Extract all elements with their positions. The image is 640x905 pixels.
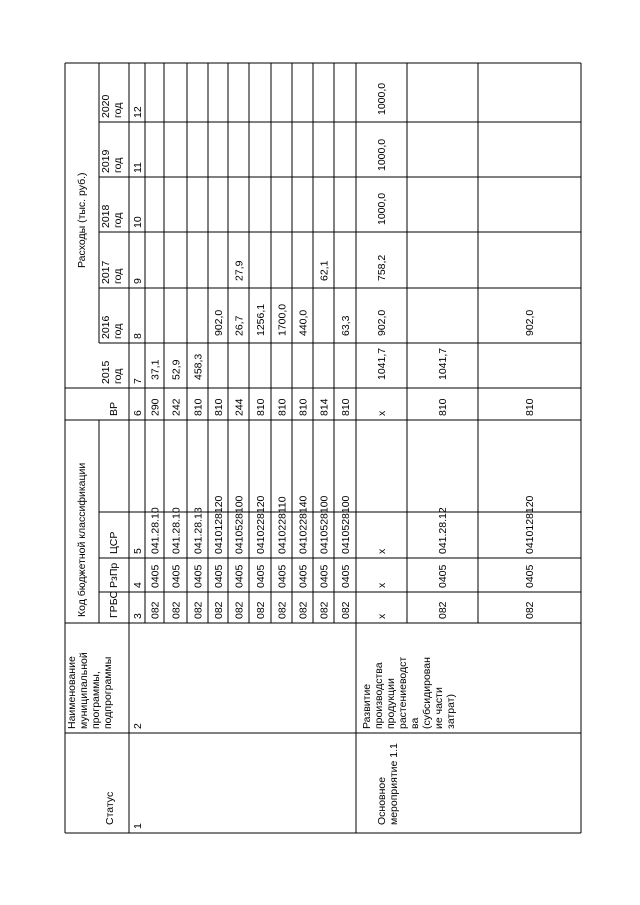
- amount-cell: 63,3: [340, 315, 352, 336]
- year-header: 2016: [100, 315, 112, 339]
- vr-cell: 810: [297, 398, 310, 416]
- rzpr-cell: 0405: [213, 564, 225, 588]
- amount-cell: 1041,7: [376, 347, 388, 380]
- year-header: 2020: [100, 94, 112, 118]
- year-header: год: [112, 323, 124, 339]
- grbs-cell: 082: [149, 601, 162, 619]
- grbs-cell: 082: [524, 601, 536, 619]
- csr-cell: 0410528100: [233, 495, 246, 554]
- csr-cell: 0410528100: [318, 495, 331, 554]
- year-header: год: [112, 368, 124, 384]
- code-group-header: Код бюджетной классификации: [76, 462, 88, 617]
- csr-cell: 0410128120: [213, 495, 225, 554]
- rzpr-cell: 0405: [149, 564, 162, 588]
- name-header: муниципальной: [78, 652, 90, 729]
- rzpr-cell: 0405: [437, 564, 449, 588]
- vr-cell: 810: [255, 398, 267, 416]
- amount-cell: 902,0: [376, 309, 388, 336]
- amount-cell: 62,1: [318, 260, 331, 281]
- grbs-cell: 082: [213, 601, 225, 619]
- column-number: 3: [132, 613, 144, 619]
- measure-status: мероприятие 1.1: [388, 743, 400, 825]
- rzpr-cell: 0405: [255, 564, 267, 588]
- expenses-group-header: Расходы (тыс. руб.): [76, 172, 88, 268]
- column-number: 9: [132, 278, 144, 284]
- year-header: 2015: [100, 360, 112, 384]
- grbs-cell: х: [376, 613, 388, 619]
- vr-cell: 814: [318, 398, 331, 416]
- csr-cell: 0410228110: [276, 496, 289, 554]
- rzpr-header: РзПр: [108, 562, 120, 588]
- grbs-cell: 082: [192, 601, 205, 619]
- vr-cell: 290: [149, 398, 162, 416]
- amount-cell: 902,0: [213, 309, 225, 336]
- rzpr-cell: 0405: [524, 564, 536, 588]
- year-header: год: [112, 268, 124, 284]
- amount-cell: 1700,0: [276, 303, 289, 336]
- grbs-cell: 082: [233, 601, 246, 619]
- grbs-cell: 082: [276, 601, 289, 619]
- rzpr-cell: 0405: [318, 564, 331, 588]
- csr-cell: 041.28.12: [437, 507, 449, 554]
- rzpr-cell: 0405: [233, 564, 246, 588]
- amount-cell: 440,0: [297, 309, 310, 336]
- rzpr-cell: 0405: [192, 564, 205, 588]
- year-header: 2017: [100, 260, 112, 284]
- name-header: Наименование: [66, 656, 78, 729]
- measure-name: затрат): [445, 694, 457, 729]
- rotated-table: [65, 63, 581, 833]
- vr-cell: 810: [524, 398, 536, 416]
- amount-cell: 1000,0: [376, 192, 388, 225]
- name-header: программы,: [90, 671, 102, 729]
- amount-cell: 26,7: [233, 315, 246, 336]
- csr-cell: 0410128120: [524, 495, 536, 554]
- vr-cell: 810: [340, 398, 352, 416]
- amount-cell: 1000,0: [376, 82, 388, 115]
- amount-cell: 458,3: [192, 353, 205, 380]
- column-number: 12: [132, 106, 144, 118]
- csr-cell: 0410228140: [297, 495, 310, 554]
- vr-cell: 810: [276, 398, 289, 416]
- measure-status: Основное: [376, 776, 388, 825]
- vr-header: ВР: [108, 401, 120, 416]
- vr-cell: 810: [192, 398, 205, 416]
- csr-cell: 041.28.13: [192, 507, 205, 554]
- amount-cell: 1041,7: [437, 347, 449, 380]
- column-number: 1: [132, 823, 144, 829]
- amount-cell: 52,9: [170, 359, 183, 380]
- year-header: год: [112, 157, 124, 173]
- csr-cell: 0410528100: [340, 495, 352, 554]
- column-number: 11: [132, 162, 144, 173]
- grbs-cell: 082: [170, 601, 183, 619]
- vr-cell: 242: [170, 398, 183, 416]
- year-header: год: [112, 102, 124, 118]
- measure-name: Развитие: [361, 683, 373, 729]
- csr-cell: 0410228120: [255, 495, 267, 554]
- rzpr-cell: 0405: [170, 564, 183, 588]
- measure-name: растениеводст: [397, 656, 409, 729]
- amount-cell: 902,0: [524, 309, 536, 336]
- grbs-cell: 082: [255, 601, 267, 619]
- vr-cell: х: [376, 410, 388, 416]
- vr-cell: 810: [437, 398, 449, 416]
- year-header: 2019: [100, 149, 112, 173]
- rzpr-cell: 0405: [297, 564, 310, 588]
- column-number: 4: [132, 582, 144, 588]
- measure-name: ва: [409, 717, 421, 729]
- csr-header: ЦСР: [108, 531, 120, 554]
- column-number: 7: [132, 378, 144, 384]
- rzpr-cell: х: [376, 582, 388, 588]
- grbs-header: ГРБС: [108, 590, 120, 618]
- csr-cell: 041.28.10: [149, 507, 162, 554]
- measure-name: продукции: [385, 678, 397, 729]
- amount-cell: 1256,1: [255, 303, 267, 336]
- rzpr-cell: 0405: [276, 564, 289, 588]
- amount-cell: 37,1: [149, 359, 162, 380]
- amount-cell: 1000,0: [376, 138, 388, 171]
- year-header: год: [112, 212, 124, 228]
- vr-cell: 810: [213, 398, 225, 416]
- column-number: 5: [132, 548, 144, 554]
- status-header: Статус: [104, 791, 116, 825]
- grbs-cell: 082: [318, 601, 331, 619]
- csr-cell: 041.28.10: [170, 507, 183, 554]
- name-header: подпрограммы: [102, 656, 114, 729]
- column-number: 6: [132, 410, 144, 416]
- year-header: 2018: [100, 204, 112, 228]
- rzpr-cell: 0405: [340, 564, 352, 588]
- csr-cell: х: [376, 548, 388, 554]
- grbs-cell: 082: [297, 601, 310, 619]
- measure-name: ие части: [433, 687, 445, 729]
- grbs-cell: 082: [340, 601, 352, 619]
- amount-cell: 27,9: [233, 260, 246, 281]
- measure-name: производства: [373, 662, 385, 729]
- column-number: 10: [132, 216, 144, 228]
- column-number: 2: [132, 723, 144, 729]
- grbs-cell: 082: [437, 601, 449, 619]
- column-number: 8: [132, 333, 144, 339]
- measure-name: (субсидирован: [421, 657, 433, 729]
- vr-cell: 244: [233, 398, 246, 416]
- amount-cell: 758,2: [376, 254, 388, 281]
